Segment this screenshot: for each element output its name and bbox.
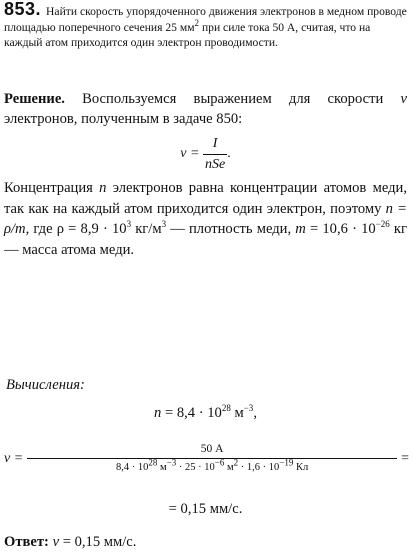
calc-n-c: , bbox=[253, 405, 257, 421]
formula-lhs: v = bbox=[180, 146, 200, 162]
p2-d: кг/м bbox=[131, 221, 162, 237]
calc-v-rhs: = bbox=[401, 450, 409, 466]
p2-n: n bbox=[99, 180, 107, 196]
problem-sup: 2 bbox=[194, 17, 200, 28]
problem-text-a: Найти скорость упорядоченного движения электронов в медном проводе площадью поперечного сечения 25 мм bbox=[4, 5, 407, 34]
formula-fraction bbox=[203, 134, 227, 174]
calc-v-denominator: $8,4 \cdot 10^{28}$ $м^{-3} \cdot 25 \cdot 10^{-6}$ $м^2 \cdot 1,6 \cdot 10^{-19}$ Кл bbox=[116, 457, 309, 473]
p2-sup3: −26 bbox=[375, 219, 390, 230]
calc-v bbox=[4, 440, 409, 477]
formula-numerator: I bbox=[203, 134, 227, 155]
solution-paragraph-2 bbox=[4, 178, 407, 260]
calc-n-lhs: n bbox=[154, 405, 162, 421]
calc-n-a: = 8,4 · 10 bbox=[161, 405, 222, 421]
answer-var: v bbox=[52, 534, 60, 550]
solution-intro-text: Воспользуемся выражением для скорости bbox=[64, 91, 401, 107]
p2-sup2: 3 bbox=[161, 219, 167, 230]
p2-eq1: n = ρ/m bbox=[4, 200, 408, 237]
formula-tail: . bbox=[227, 146, 231, 162]
p2-e: — плотность меди, bbox=[166, 221, 296, 237]
p2-a: Концентрация bbox=[4, 180, 100, 196]
solution-intro-end: электронов, полученным в задаче 850: bbox=[4, 110, 243, 127]
p2-c: , где ρ = 8,9 · 10 bbox=[25, 221, 127, 237]
calc-n-b: м bbox=[230, 405, 244, 421]
solution-intro bbox=[4, 90, 407, 129]
calc-v-lhs: v = bbox=[4, 450, 24, 466]
answer-label: Ответ: bbox=[4, 534, 49, 550]
p2-m: m bbox=[295, 221, 306, 237]
answer bbox=[4, 533, 407, 553]
problem-text-b: при силе тока 50 А, считая, что на каждый атом приходится один электрон проводимости. bbox=[4, 20, 371, 49]
calc-label: Вычисления: bbox=[6, 377, 85, 393]
calc-n bbox=[4, 404, 407, 424]
calc-result: = 0,15 мм/с. bbox=[168, 501, 243, 517]
formula-velocity bbox=[4, 134, 407, 174]
var-v: v bbox=[400, 91, 407, 107]
formula-denominator: nSe bbox=[204, 156, 226, 172]
calc-v-fraction bbox=[27, 440, 397, 477]
solution-label: Решение. bbox=[4, 91, 65, 107]
p2-sup1: 3 bbox=[126, 219, 132, 230]
p2-f: = 10,6 · 10 bbox=[305, 221, 376, 237]
answer-value: = 0,15 мм/с. bbox=[59, 534, 137, 550]
p2-b: электронов равна концентрации атомов меди, так как на каждый атом приходится один электрон, поэтому bbox=[4, 180, 407, 217]
calc-n-s2: −3 bbox=[243, 403, 254, 414]
problem-number: 853. bbox=[4, 0, 42, 19]
problem-statement bbox=[4, 2, 409, 51]
calc-n-s1: 28 bbox=[221, 403, 231, 414]
p2-g: кг — масса атома меди. bbox=[4, 221, 407, 258]
calc-v-numerator: 50 А bbox=[27, 440, 397, 459]
